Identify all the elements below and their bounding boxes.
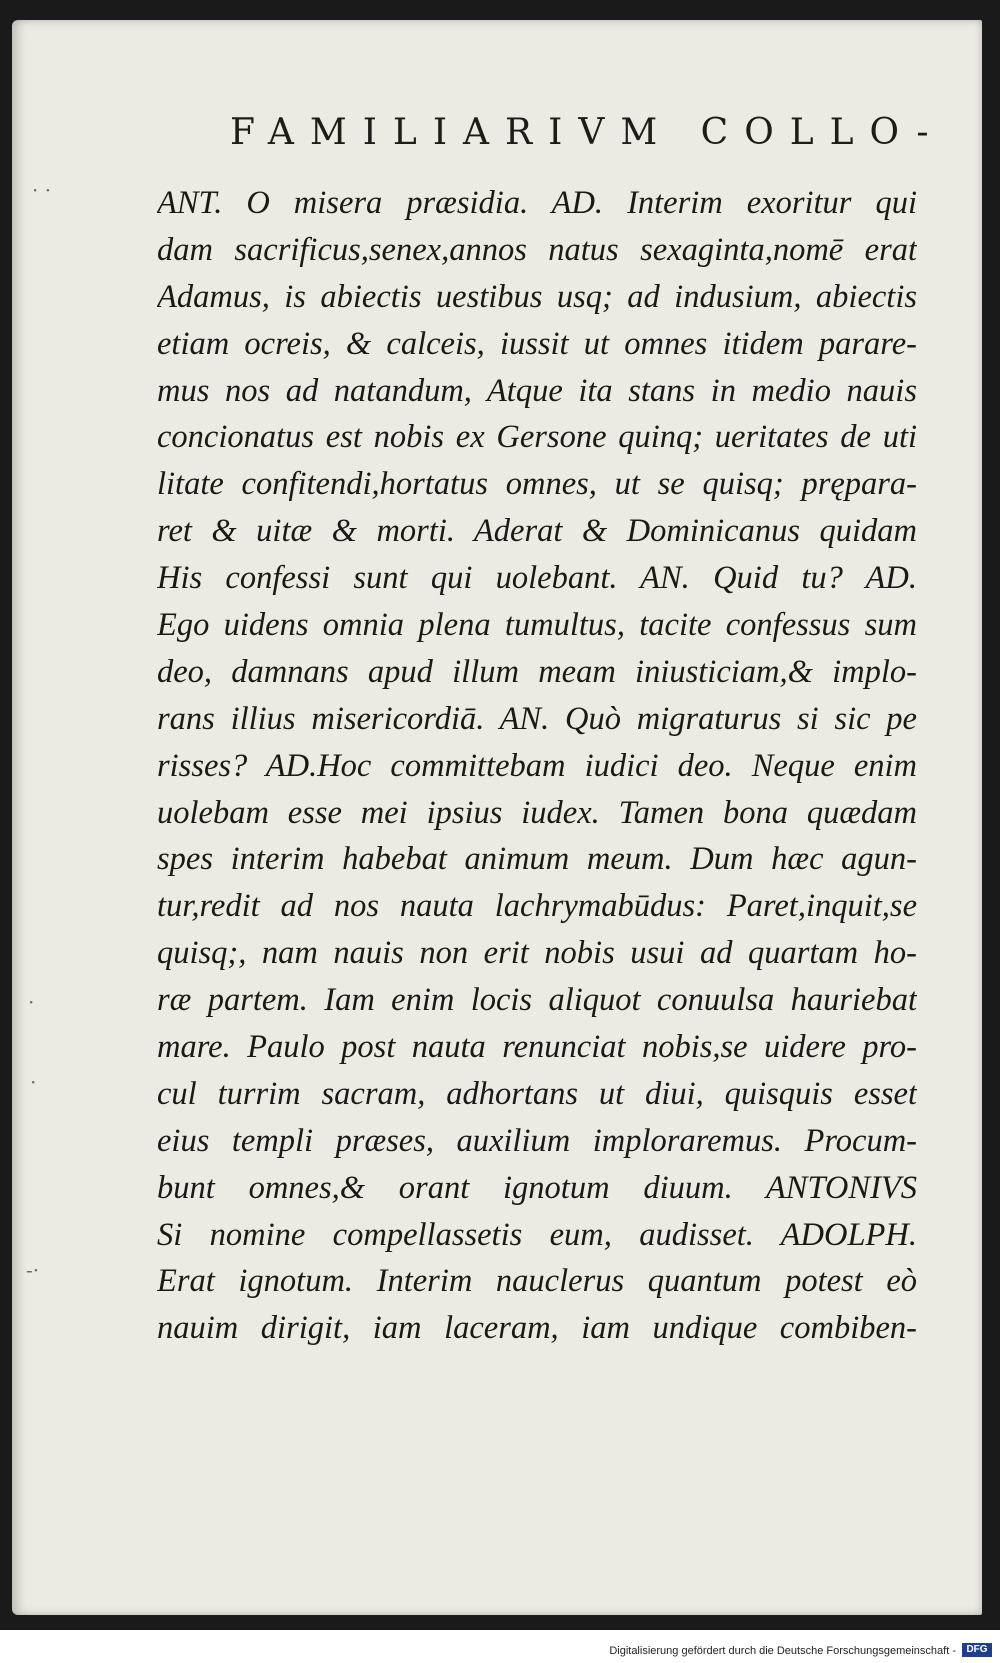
text-line: ræ partem. Iam enim locis aliquot conuulsa hauriebat	[157, 982, 917, 1019]
text-line: nauim dirigit, iam laceram, iam undique combiben-	[157, 1310, 917, 1347]
text-line: eius templi præses, auxilium imploraremus. Procum-	[157, 1122, 917, 1159]
text-line: His confessi sunt qui uolebant. AN. Quid tu? AD.	[157, 560, 917, 597]
text-line: Ego uidens omnia plena tumultus, tacite confessus sum	[157, 607, 917, 644]
funding-credit: Digitalisierung gefördert durch die Deutsche Forschungsgemeinschaft -	[609, 1645, 956, 1657]
text-line: concionatus est nobis ex Gersone quinq; ueritates de uti	[157, 419, 917, 456]
text-line: ANT. O misera præsidia. AD. Interim exoritur qui	[157, 185, 917, 221]
text-line: bunt omnes,& orant ignotum diuum. ANTONIVS	[157, 1169, 917, 1206]
text-line: dam sacrificus,senex,annos natus sexaginta,nomē erat	[157, 231, 917, 268]
running-head: FAMILIARIVM COLLO-	[230, 112, 945, 153]
text-line: spes interim habebat animum meum. Dum hæc agun-	[157, 841, 917, 878]
text-line: ret & uitæ & morti. Aderat & Dominicanus quidam	[157, 513, 917, 550]
text-line: quisq;, nam nauis non erit nobis usui ad quartam ho-	[157, 935, 917, 972]
text-line: etiam ocreis, & calceis, iussit ut omnes itidem parare-	[157, 325, 917, 362]
dfg-logo: DFG	[962, 1643, 992, 1657]
margin-marks: · · · · -·	[26, 178, 52, 1282]
text-line: litate confitendi,hortatus omnes, ut se quisq; prępara-	[157, 466, 917, 503]
body-text	[157, 180, 917, 1352]
text-line: mus nos ad natandum, Atque ita stans in medio nauis	[157, 372, 917, 409]
text-line: Si nomine compellassetis eum, audisset. ADOLPH.	[157, 1216, 917, 1253]
text-line: cul turrim sacram, adhortans ut diui, quisquis esset	[157, 1075, 917, 1112]
text-line: uolebam esse mei ipsius iudex. Tamen bona quædam	[157, 794, 917, 831]
text-line: tur,redit ad nos nauta lachrymabūdus: Paret,inquit,se	[157, 888, 917, 925]
text-line: mare. Paulo post nauta renunciat nobis,se uidere pro-	[157, 1029, 917, 1066]
text-line: rans illius misericordiā. AN. Quò migraturus si sic pe	[157, 700, 917, 737]
text-line: Adamus, is abiectis uestibus usq; ad indusium, abiectis	[157, 278, 917, 315]
text-line: Erat ignotum. Interim nauclerus quantum potest eò	[157, 1263, 917, 1300]
text-line: risses? AD.Hoc committebam iudici deo. Neque enim	[157, 747, 917, 784]
text-line: deo, damnans apud illum meam iniusticiam,& implo-	[157, 653, 917, 690]
